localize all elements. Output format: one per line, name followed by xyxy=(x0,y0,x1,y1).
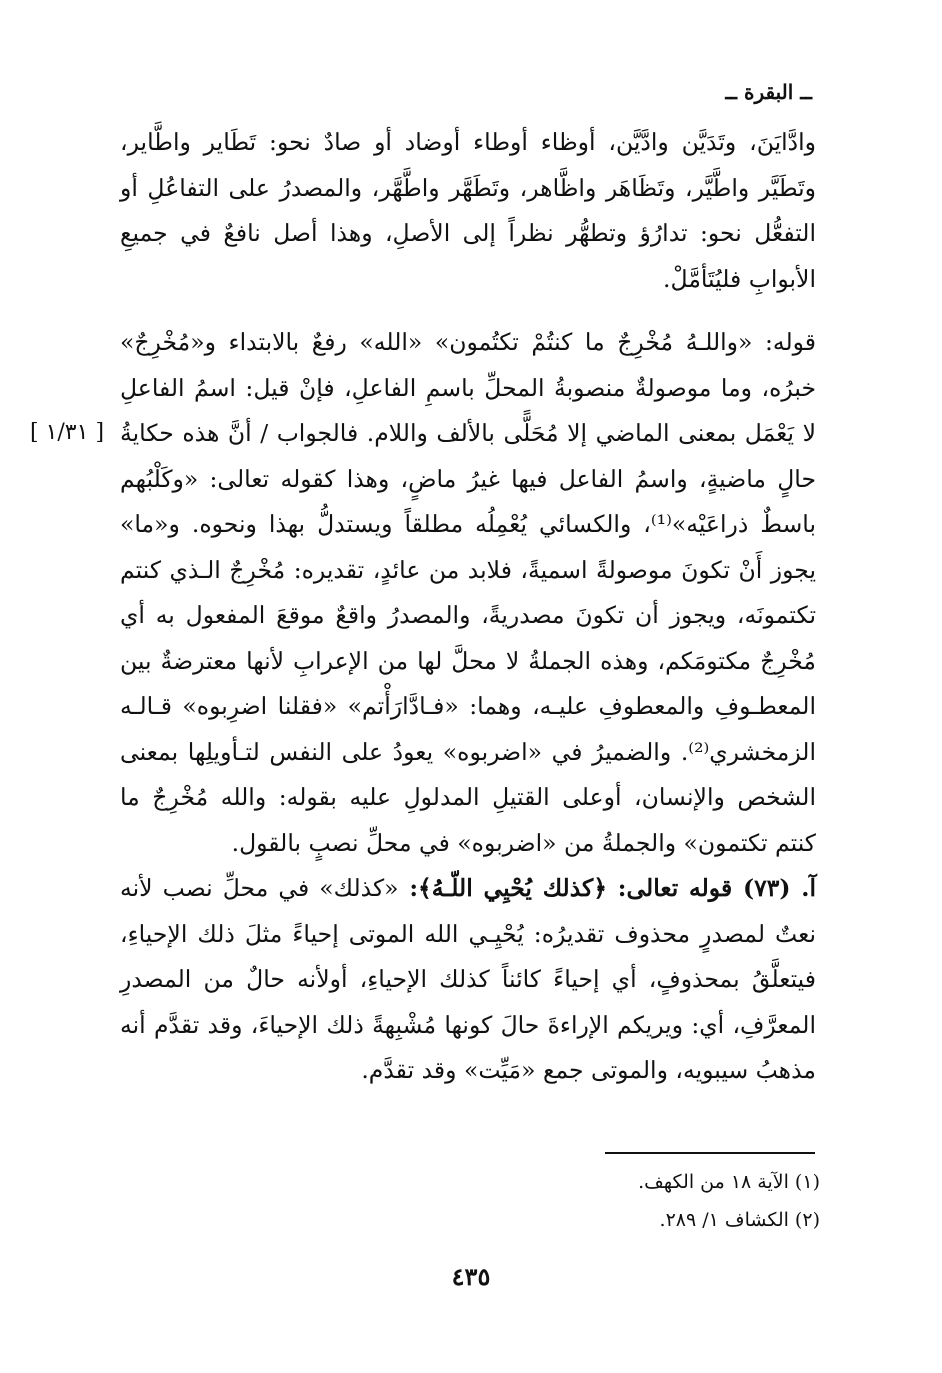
footnote-divider xyxy=(605,1152,815,1154)
footnote: (١) الآية ١٨ من الكهف. xyxy=(638,1171,820,1193)
running-head: ــ البقرة ــ xyxy=(725,80,812,104)
margin-reference: [ ١/٣١ ] xyxy=(30,420,105,445)
footnote: (٢) الكشاف ١/ ٢٨٩. xyxy=(659,1209,820,1231)
footnotes xyxy=(300,1163,820,1239)
page-number: ٤٣٥ xyxy=(451,1262,491,1291)
main-text xyxy=(120,120,816,1094)
paragraph: قوله: «واللـهُ مُخْرِجٌ ما كنتُمْ تكتُمون» «الله» رفعٌ بالابتداء و«مُخْرِجٌ» خبرُه، وما موصولةٌ منصوبةُ المحلِّ باسمِ الفاعلِ، فإنْ قيل: اسمُ الفاعلِ لا يَعْمَل بمعنى الماضي إلا مُحَلًّى بالألف واللام. فالجواب / أنَّ هذه حكايةُ حالٍ ماضيةٍ، واسمُ الفاعل فيها غيرُ ماضٍ، وهذا كقوله تعالى: «وكَلْبُهم باسطٌ ذراعَيْه»⁽¹⁾، والكسائي يُعْمِلُه مطلقاً ويستدلُّ بهذا ونحوه. و«ما» يجوز أَنْ تكونَ موصولةً اسميةً، فلابد من عائدٍ، تقديره: مُخْرِجٌ الـذي كنتم تكتمونَه، ويجوز أن تكونَ مصدريةً، والمصدرُ واقعٌ موقعَ المفعول به أي مُخْرِجٌ مكتومَكم، وهذه الجملةُ لا محلَّ لها من الإعرابِ لأنها معترضةٌ بين المعطـوفِ والمعطوفِ عليـه، وهما: «فـادَّارَأْتم» «فقلنا اضرِبوه» قـالـه الزمخشري⁽²⁾. والضميرُ في «اضربوه» يعودُ على النفس لتـأويلِها بمعنى الشخص والإنسان، أوعلى القتيلِ المدلولِ عليه بقوله: والله مُخْرِجٌ ما كنتم تكتمون» والجملةُ من «اضربوه» في محلِّ نصبٍ بالقول. xyxy=(120,328,817,857)
verse-heading: آ. (٧٣) قوله تعالى: ﴿كذلك يُحْيِي اللّـهُ﴾: xyxy=(398,874,816,902)
verse-paragraph xyxy=(120,866,816,1094)
verse-commentary: «كذلك» في محلِّ نصب لأنه نعتٌ لمصدرٍ محذوف تقديرُه: يُحْيِـي الله الموتى إحياءً مثلَ ذلك الإحياءِ، فيتعلَّقُ بمحذوفٍ، أي إحياءً كائناً كذلك الإحياءِ، أولأنه حالٌ من المصدرِ المعرَّفِ، أي: ويريكم الإراءةَ حالَ كونها مُشْبِهةً ذلك الإحياءَ، وقد تقدَّم أنه مذهبُ سيبويه، والموتى جمع «مَيِّت» وقد تقدَّم. xyxy=(120,874,816,1084)
paragraph: وادَّايَنَ، وتَدَيَّن وادَّيَّن، أوظاء أوطاء أوضاد أو صادٌ نحو: تَطَاير واطَّاير، وتَطَيَّر واطَّيَّر، وتَظَاهَر واظَّاهر، وتَطَهَّر واطَّهَّر، والمصدرُ على التفاعُلِ أو التفعُّل نحو: تدارُؤ وتطهُّر نظراً إلى الأصلِ، وهذا أصل نافعٌ في جميعِ الأبوابِ فليُتَأمَّلْ. xyxy=(120,128,816,293)
